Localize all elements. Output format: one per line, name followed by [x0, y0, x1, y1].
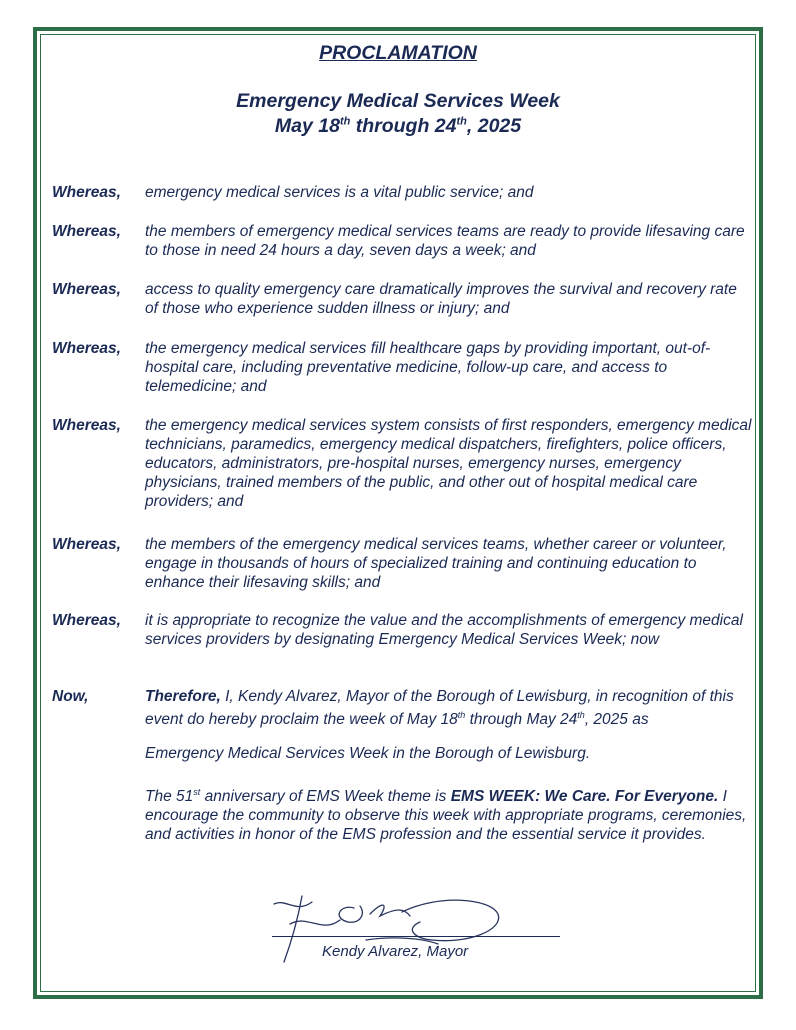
now-sup-a: th — [457, 710, 466, 720]
subtitle-date-sup2: th — [456, 115, 467, 128]
whereas-label: Whereas, — [52, 184, 121, 201]
whereas-text: access to quality emergency care dramatically improves the survival and recovery rate of those who experience sudden illness or injury; and — [145, 281, 737, 317]
subtitle-date-part2: through 24 — [350, 115, 457, 137]
now-text-b: through May 24 — [465, 711, 578, 729]
anniversary-text — [145, 783, 753, 844]
whereas-label: Whereas, — [52, 340, 121, 357]
subtitle-line1: Emergency Medical Services Week — [236, 90, 560, 112]
anniversary-text-a: The 51 — [145, 788, 194, 806]
whereas-label: Whereas, — [52, 281, 121, 298]
anniversary-text-c: I encourage the community to observe this week with appropriate programs, ceremonies, and activities in honor of the EMS profession and the essential service it provides. — [145, 788, 747, 844]
subtitle-date-part3: , 2025 — [466, 115, 522, 137]
signature-line — [272, 936, 560, 937]
document-title: PROCLAMATION — [319, 42, 477, 64]
now-text-c: , 2025 as — [584, 711, 649, 729]
proclaim-line: Emergency Medical Services Week in the Borough of Lewisburg. — [145, 745, 591, 762]
anniversary-sup: st — [193, 787, 201, 797]
whereas-label: Whereas, — [52, 536, 121, 553]
now-sup-b: th — [577, 710, 585, 720]
whereas-label: Whereas, — [52, 612, 121, 629]
now-text-a: I, Kendy Alvarez, Mayor of the Borough of Lewisburg, in recognition of this event do hereby proclaim the week of May 18 — [145, 688, 734, 729]
anniversary-text-b: anniversary of EMS Week theme is — [200, 788, 451, 806]
now-label: Now, — [52, 688, 89, 705]
signature-name: Kendy Alvarez, Mayor — [322, 943, 469, 960]
now-text — [145, 687, 753, 729]
whereas-text: it is appropriate to recognize the value and the accomplishments of emergency medical services providers by designating Emergency Medical Services Week; now — [145, 612, 743, 648]
page-border-inner — [40, 34, 756, 992]
subtitle-line2 — [0, 115, 796, 138]
whereas-label: Whereas, — [52, 417, 121, 434]
ems-week-theme: EMS WEEK: We Care. For Everyone. — [450, 788, 719, 806]
whereas-label: Whereas, — [52, 223, 121, 240]
therefore-word: Therefore, — [145, 688, 221, 705]
subtitle-date-part1: May 18 — [274, 115, 340, 137]
whereas-text: emergency medical services is a vital public service; and — [145, 184, 534, 201]
whereas-text: the members of the emergency medical services teams, whether career or volunteer, engage in thousands of hours of specialized training and continuing education to enhance their lifesaving skills; and — [145, 536, 727, 591]
whereas-text: the emergency medical services fill healthcare gaps by providing important, out-of-hospital care, including preventative medicine, follow-up care, and access to telemedicine; and — [145, 340, 711, 395]
whereas-text: the members of emergency medical services teams are ready to provide lifesaving care to those in need 24 hours a day, seven days a week; and — [145, 223, 745, 259]
whereas-text: the emergency medical services system consists of first responders, emergency medical technicians, paramedics, emergency medical dispatchers, firefighters, police officers, educators, administrators, pre-hospital nurses, emergency nurses, emergency physicians, trained members of the public, and other out of hospital medical care providers; and — [145, 417, 752, 510]
subtitle-date-sup1: th — [339, 115, 351, 128]
